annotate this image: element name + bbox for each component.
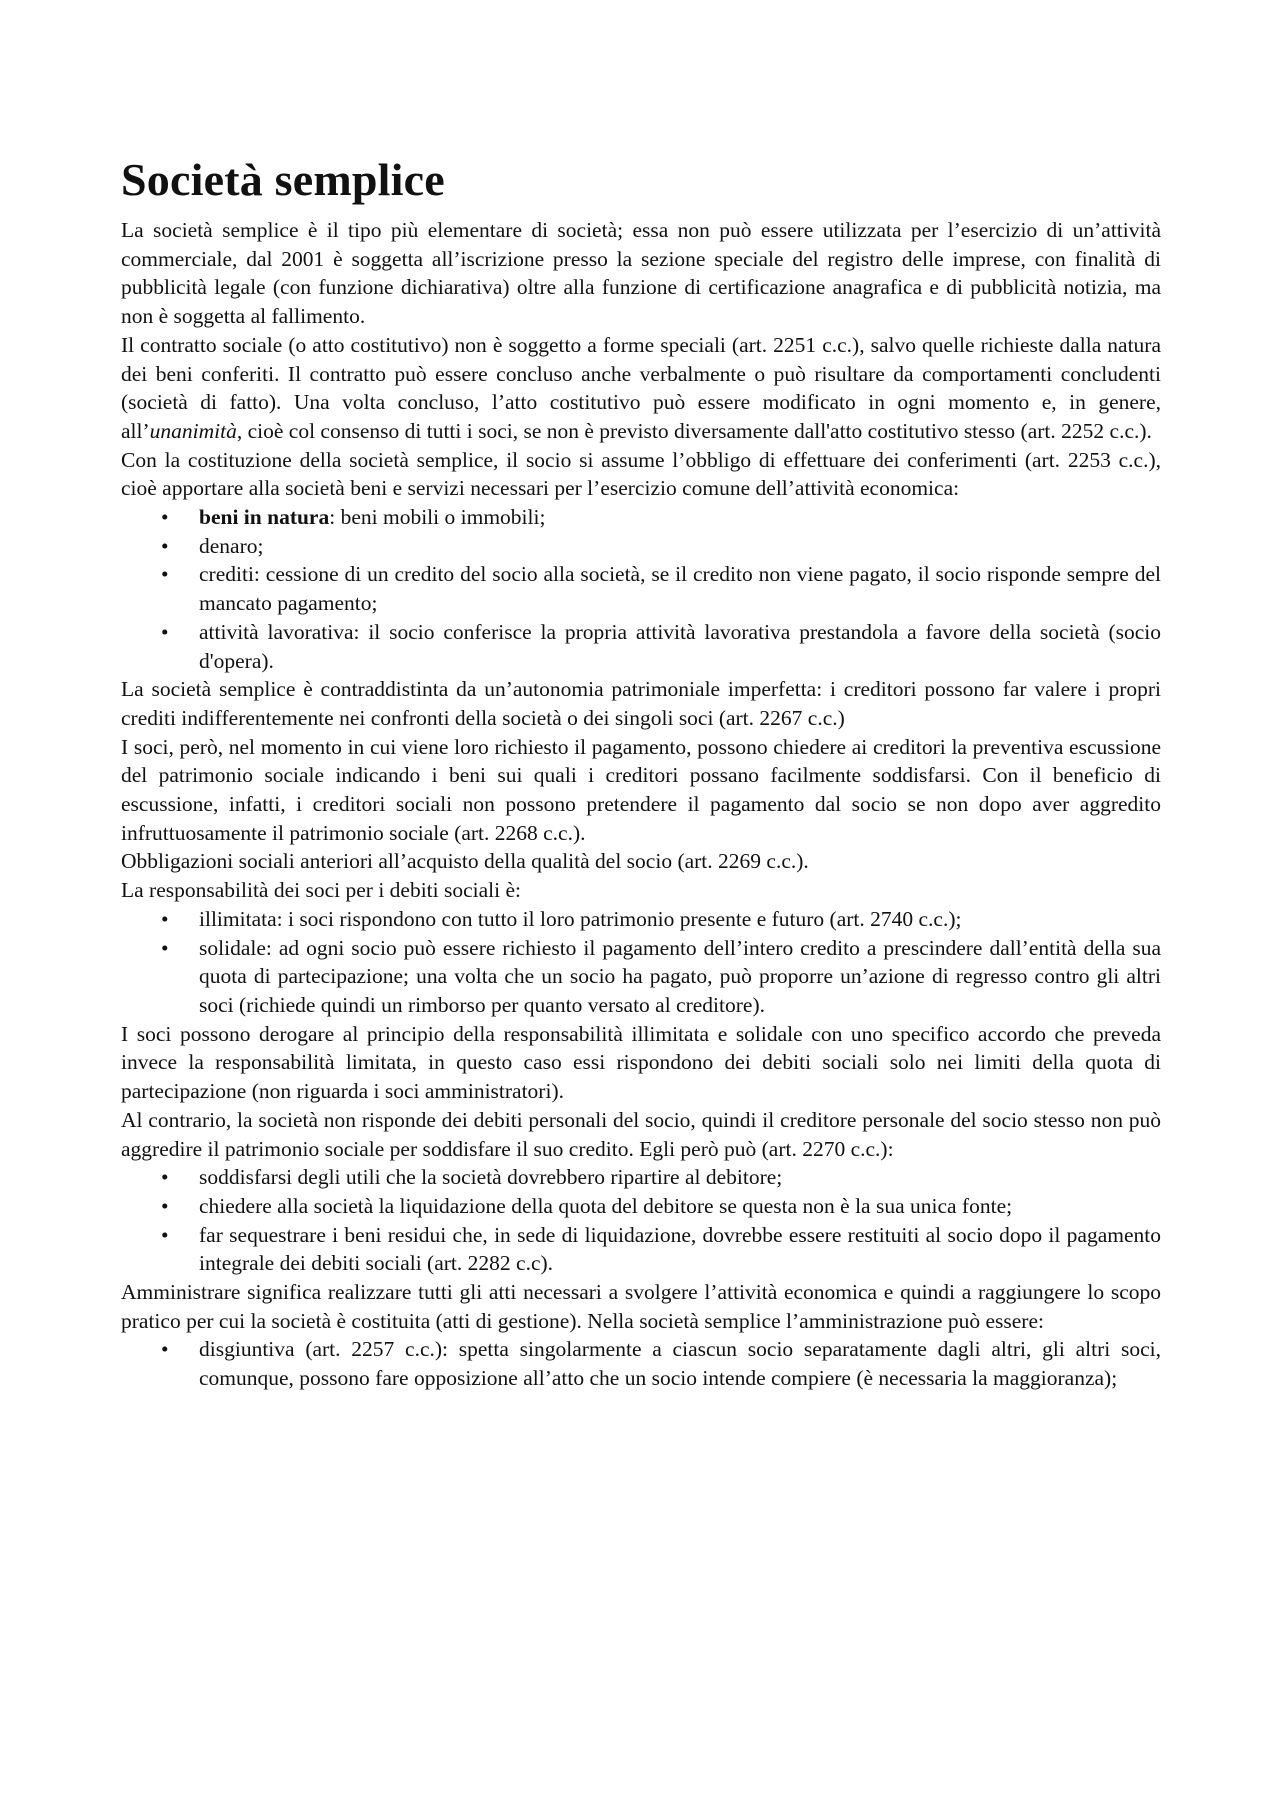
bullet-icon: • xyxy=(161,935,169,960)
list-item-text: crediti: cessione di un credito del socio alla società, se il credito non viene pagato, il socio risponde sempre del mancato pagamento; xyxy=(199,562,1161,616)
bullet-icon: • xyxy=(161,619,169,644)
list-item-text: solidale: ad ogni socio può essere richiesto il pagamento dell’intero credito a prescindere dall’entità della sua quota di partecipazione; una volta che un socio ha pagato, può proporre un’azione di regresso contro gli altri soci (richiede quindi un rimborso per quanto versato al creditore). xyxy=(199,935,1161,1017)
bullet-icon: • xyxy=(161,906,169,931)
document-page xyxy=(121,152,1161,1393)
list-item xyxy=(121,618,1161,675)
list-item xyxy=(121,1335,1161,1392)
paragraph-responsabilita: La responsabilità dei soci per i debiti sociali è: xyxy=(121,878,522,903)
paragraph-autonomia-patrimoniale: La società semplice è contraddistinta da un’autonomia patrimoniale imperfetta: i creditori possono far valere i propri crediti indifferentemente nei confronti della società o dei singoli soci (art. 2267 c.c.) xyxy=(121,677,1161,730)
paragraph-deroga: I soci possono derogare al principio della responsabilità illimitata e solidale con uno specifico accordo che preveda invece la responsabilità limitata, in questo caso essi rispondono dei debiti sociali solo nei limiti della quota di partecipazione (non riguarda i soci amministratori). xyxy=(121,1021,1161,1104)
bullet-icon: • xyxy=(161,562,169,587)
bullet-icon: • xyxy=(161,1222,169,1247)
bullet-icon: • xyxy=(161,505,169,530)
paragraph-contratto-sociale xyxy=(121,331,1161,446)
list-item-text: soddisfarsi degli utili che la società dovrebbero ripartire al debitore; xyxy=(199,1165,783,1190)
list-item xyxy=(121,1192,1161,1221)
paragraph-creditore-personale: Al contrario, la società non risponde dei debiti personali del socio, quindi il creditore personale del socio stesso non può aggredire il patrimonio sociale per soddisfare il suo credito. Egli però può (art. 2270 c.c.): xyxy=(121,1107,1161,1161)
list-conferimenti xyxy=(121,503,1161,675)
paragraph-beneficio-escussione: I soci, però, nel momento in cui viene loro richiesto il pagamento, possono chiedere ai creditori la preventiva escussione del patrimonio sociale indicando i beni sui quali i creditori possano facilmente soddisfarsi. Con il beneficio di escussione, infatti, i creditori sociali non possono pretendere il pagamento dal socio se non dopo aver aggredito infruttuosamente il patrimonio sociale (art. 2268 c.c.). xyxy=(121,734,1161,845)
bullet-icon: • xyxy=(161,1337,169,1362)
italic-term-unanimita: unanimità xyxy=(149,418,237,443)
list-item-text: illimitata: i soci rispondono con tutto il loro patrimonio presente e futuro (art. 2740 c.c.); xyxy=(199,906,962,931)
paragraph-amministrazione: Amministrare significa realizzare tutti gli atti necessari a svolgere l’attività economica e quindi a raggiungere lo scopo pratico per cui la società è costituita (atti di gestione). Nella società semplice l’amministrazione può essere: xyxy=(121,1280,1161,1333)
paragraph-obbligazioni-anteriori: Obbligazioni sociali anteriori all’acquisto della qualità del socio (art. 2269 c.c.). xyxy=(121,849,809,874)
paragraph-conferimenti: Con la costituzione della società semplice, il socio si assume l’obbligo di effettuare dei conferimenti (art. 2253 c.c.), cioè apportare alla società beni e servizi necessari per l’esercizio comune dell’attività economica: xyxy=(121,447,1161,501)
list-item xyxy=(121,503,1161,532)
list-item xyxy=(121,934,1161,1020)
list-item xyxy=(121,1221,1161,1278)
list-item xyxy=(121,560,1161,617)
page-title: Società semplice xyxy=(121,154,445,205)
bullet-icon: • xyxy=(161,1165,169,1190)
list-item-text: denaro; xyxy=(199,533,264,558)
list-responsabilita xyxy=(121,905,1161,1020)
paragraph-intro: La società semplice è il tipo più elementare di società; essa non può essere utilizzata per l’esercizio di un’attività commerciale, dal 2001 è soggetta all’iscrizione presso la sezione speciale del registro delle imprese, con finalità di pubblicità legale (con funzione dichiarativa) oltre alla funzione di certificazione anagrafica e di pubblicità notizia, ma non è soggetta al fallimento. xyxy=(121,218,1161,329)
bold-term-beni-in-natura: beni in natura xyxy=(199,505,330,530)
list-amministrazione xyxy=(121,1335,1161,1392)
bullet-icon: • xyxy=(161,1193,169,1218)
list-item-text: : beni mobili o immobili; xyxy=(329,505,546,530)
list-item xyxy=(121,905,1161,934)
bullet-icon: • xyxy=(161,533,169,558)
list-item xyxy=(121,1163,1161,1192)
list-creditore-personale xyxy=(121,1163,1161,1278)
paragraph-text: Il contratto sociale (o atto costitutivo) non è soggetto a forme speciali (art. 2251 c.c.), salvo quelle richieste dalla natura dei beni conferiti. Il contratto può essere concluso anche verbalmente o può risultare da comportamenti concludenti (società di fatto). Una volta concluso, l’atto costitutivo può essere modificato in ogni momento e, in genere, all’ xyxy=(121,332,1161,443)
list-item-text: attività lavorativa: il socio conferisce la propria attività lavorativa prestandola a favore della società (socio d'opera). xyxy=(199,619,1161,673)
list-item xyxy=(121,532,1161,561)
list-item-text: disgiuntiva (art. 2257 c.c.): spetta singolarmente a ciascun socio separatamente dagli altri, gli altri soci, comunque, possono fare opposizione all’atto che un socio intende compiere (è necessaria la maggioranza); xyxy=(199,1337,1161,1391)
list-item-text: chiedere alla società la liquidazione della quota del debitore se questa non è la sua unica fonte; xyxy=(199,1193,1013,1218)
list-item-text: far sequestrare i beni residui che, in sede di liquidazione, dovrebbe essere restituiti al socio dopo il pagamento integrale dei debiti sociali (art. 2282 c.c). xyxy=(199,1222,1161,1276)
paragraph-text: , cioè col consenso di tutti i soci, se non è previsto diversamente dall'atto costitutivo stesso (art. 2252 c.c.). xyxy=(236,418,1152,443)
